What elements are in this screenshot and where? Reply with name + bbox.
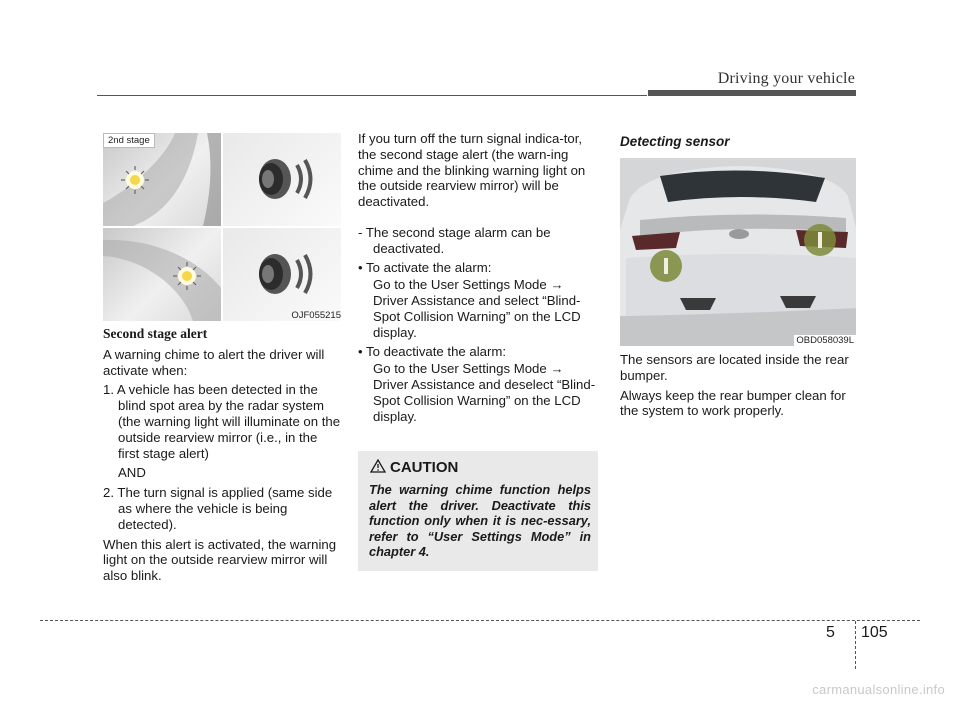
list-item: - The second stage alarm can be deactivated. bbox=[358, 224, 551, 256]
bullet-label: • To deactivate the alarm: bbox=[358, 343, 507, 359]
column-1 bbox=[103, 326, 341, 584]
column-2 bbox=[358, 131, 600, 425]
header-tab-bar bbox=[648, 90, 856, 96]
paragraph: Always keep the rear bumper clean for the system to work properly. bbox=[620, 387, 846, 419]
speaker-icon bbox=[223, 133, 341, 226]
list-item: 2. The turn signal is applied (same side as where the vehicle is being detected). bbox=[103, 485, 333, 532]
instruction-text: Go to the User Settings Mode → Driver Assistance and select “Blind-Spot Collision Warning” on the LCD display. bbox=[373, 277, 581, 340]
watermark: carmanualsonline.info bbox=[812, 682, 945, 697]
running-header: Driving your vehicle bbox=[717, 70, 855, 87]
instruction-text: Go to the User Settings Mode → Driver Assistance and deselect “Blind-Spot Collision Warning” on the LCD display. bbox=[373, 361, 596, 424]
paragraph: When this alert is activated, the warning light on the outside rearview mirror will also blink. bbox=[103, 536, 337, 584]
caution-box bbox=[358, 451, 598, 571]
page-number: 105 bbox=[861, 624, 888, 641]
speaker-icon bbox=[223, 228, 341, 321]
figure-code: OBD058039L bbox=[796, 335, 854, 346]
caution-title: CAUTION bbox=[390, 459, 459, 476]
header-rule bbox=[97, 95, 647, 96]
caution-header bbox=[370, 459, 458, 476]
mirror-illustration bbox=[103, 228, 221, 321]
section-heading: Second stage alert bbox=[103, 326, 208, 341]
mirror-panel-bottom bbox=[103, 228, 221, 321]
figure-second-stage-alert bbox=[103, 133, 341, 321]
chapter-number: 5 bbox=[826, 624, 835, 641]
list-item: 1. A vehicle has been detected in the blind spot area by the radar system (the warning light will illuminate on the outside rearview mirror (i.e., in the first stage alert) bbox=[103, 382, 341, 461]
figure-rear-bumper-sensors bbox=[620, 158, 856, 346]
section-heading: Detecting sensor bbox=[620, 134, 730, 149]
paragraph: The sensors are located inside the rear bumper. bbox=[620, 352, 849, 383]
column-3 bbox=[620, 352, 856, 419]
warning-triangle-icon bbox=[370, 459, 386, 473]
figure-code: OJF055215 bbox=[291, 310, 341, 321]
speaker-panel-top bbox=[223, 133, 341, 226]
paragraph: If you turn off the turn signal indica-tor, the second stage alert (the warn-ing chime and the blinking warning light on the outside rearview mirror) will be deactivated. bbox=[358, 131, 586, 210]
paragraph: A warning chime to alert the driver will activate when: bbox=[103, 346, 325, 378]
bullet-label: • To activate the alarm: bbox=[358, 259, 492, 275]
speaker-panel-bottom bbox=[223, 228, 341, 321]
page-number-divider bbox=[855, 621, 856, 669]
caution-text: The warning chime function helps alert the driver. Deactivate this function only when it is nec-essary, refer to “User Settings Mode” in chapter 4. bbox=[369, 482, 591, 560]
mirror-panel-top bbox=[103, 133, 221, 226]
list-connector: AND bbox=[118, 465, 146, 481]
stage-label: 2nd stage bbox=[103, 133, 155, 148]
car-rear-illustration bbox=[620, 158, 856, 346]
footer-rule bbox=[40, 620, 920, 621]
